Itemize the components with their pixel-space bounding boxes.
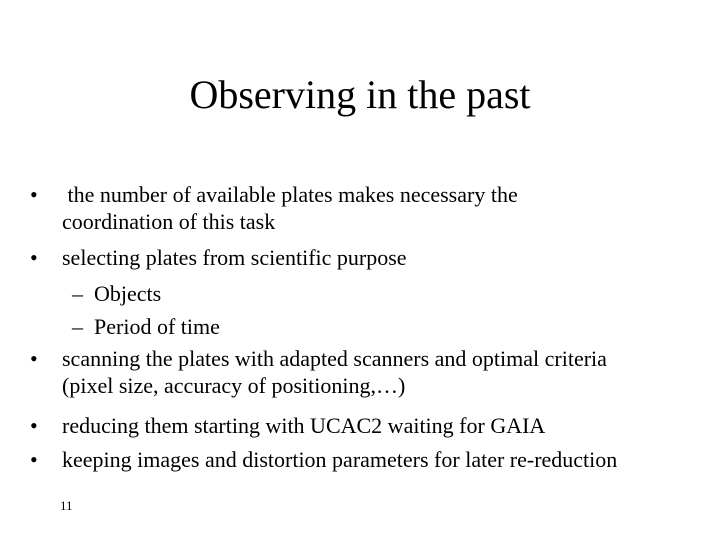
bullet-text: keeping images and distortion parameters for later re-reduction [62,447,618,472]
bullet-marker: • [30,346,38,371]
bullet-text [62,181,702,235]
dash-marker: – [72,314,83,339]
bullet-text-line: scanning the plates with adapted scanners and optimal criteria [62,346,607,371]
sub-item-text: Objects [94,281,162,306]
bullet-marker: • [30,245,38,270]
page-number: 11 [60,498,73,513]
bullet-text: reducing them starting with UCAC2 waiting for GAIA [62,413,546,438]
bullet-text: selecting plates from scientific purpose [62,245,407,270]
sub-item-text: Period of time [94,314,220,339]
dash-marker: – [72,281,83,306]
bullet-marker: • [30,413,38,438]
bullet-text [62,345,702,399]
bullet-text-line: the number of available plates makes necessary the [62,182,518,207]
bullet-text-line: (pixel size, accuracy of positioning,…) [62,373,406,398]
bullet-text-line: coordination of this task [62,209,276,234]
bullet-marker: • [30,182,38,207]
bullet-marker: • [30,447,38,472]
slide-title: Observing in the past [189,72,531,117]
